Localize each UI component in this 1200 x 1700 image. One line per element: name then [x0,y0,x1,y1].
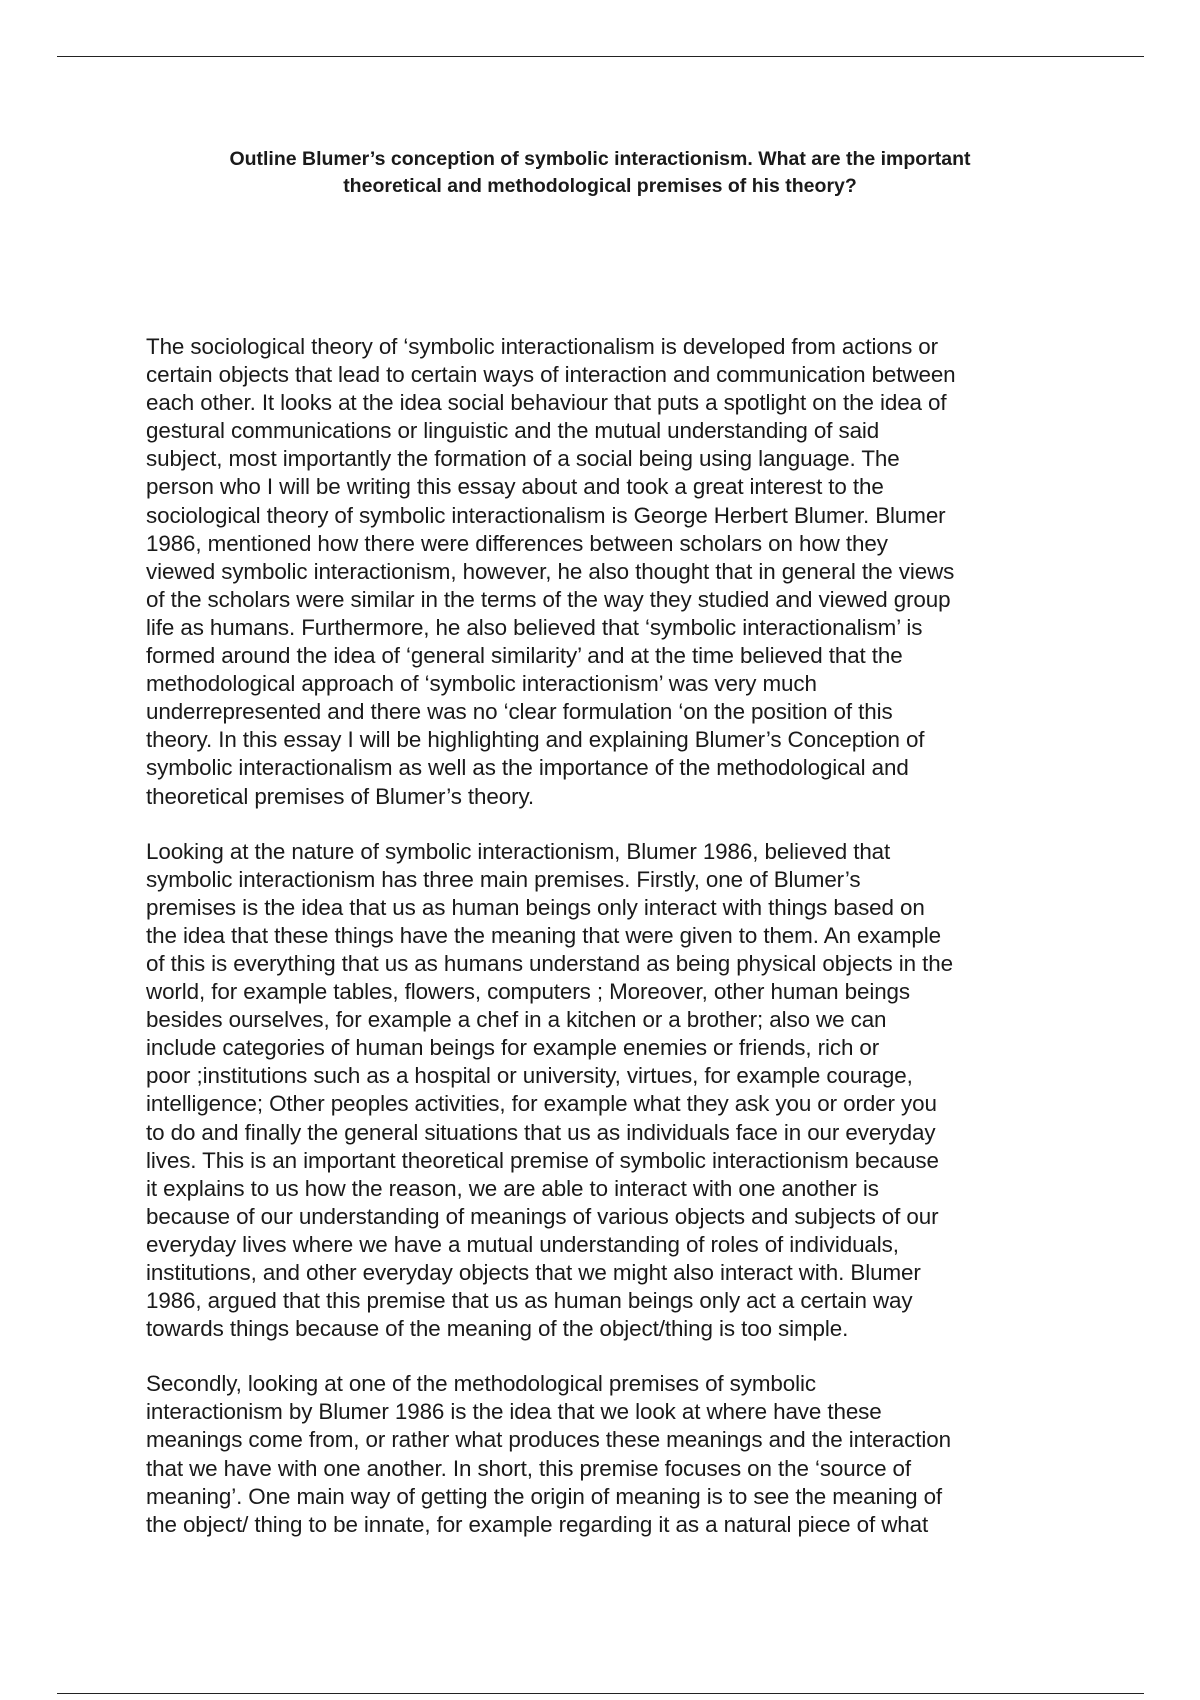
text-line: meanings come from, or rather what produces these meanings and the interaction [146,1427,951,1453]
text-line: besides ourselves, for example a chef in a kitchen or a brother; also we can [146,1007,887,1033]
text-line: symbolic interactionism has three main premises. Firstly, one of Blumer’s [146,866,861,892]
text-line: of the scholars were similar in the terms of the way they studied and viewed group [146,586,951,612]
text-line: theoretical premises of Blumer’s theory. [146,783,534,809]
text-line: gestural communications or linguistic and the mutual understanding of said [146,418,880,444]
text-line: sociological theory of symbolic interactionalism is George Herbert Blumer. Blumer [146,502,946,528]
text-line: subject, most importantly the formation of a social being using language. The [146,446,900,472]
text-line: towards things because of the meaning of the object/thing is too simple. [146,1316,849,1342]
text-line: intelligence; Other peoples activities, for example what they ask you or order you [146,1091,937,1117]
text-line: Secondly, looking at one of the methodological premises of symbolic [146,1371,816,1397]
text-line: lives. This is an important theoretical premise of symbolic interactionism because [146,1147,939,1173]
text-line: 1986, mentioned how there were differences between scholars on how they [146,530,888,556]
title-line: theoretical and methodological premises of his theory? [343,175,857,197]
text-line: it explains to us how the reason, we are able to interact with one another is [146,1175,879,1201]
paragraph-3 [146,1370,1066,1539]
essay-title [140,146,1060,200]
text-line: formed around the idea of ‘general similarity’ and at the time believed that the [146,643,903,669]
text-line: underrepresented and there was no ‘clear formulation ‘on the position of this [146,699,893,725]
paragraph-2 [146,838,1066,1344]
text-line: symbolic interactionalism as well as the importance of the methodological and [146,755,909,781]
text-line: The sociological theory of ‘symbolic interactionalism is developed from actions or [146,334,939,359]
text-line: certain objects that lead to certain ways of interaction and communication between [146,362,956,388]
paragraph-1 [146,333,1066,811]
text-line: world, for example tables, flowers, computers ; Moreover, other human beings [146,979,910,1005]
text-line: poor ;institutions such as a hospital or university, virtues, for example courage, [146,1063,913,1089]
text-line: the object/ thing to be innate, for example regarding it as a natural piece of what [146,1511,929,1537]
text-line: because of our understanding of meanings of various objects and subjects of our [146,1203,939,1229]
essay-body [146,333,1066,1566]
text-line: person who I will be writing this essay about and took a great interest to the [146,474,884,500]
text-line: to do and finally the general situations that us as individuals face in our everyday [146,1119,936,1145]
text-line: methodological approach of ‘symbolic interactionism’ was very much [146,671,817,697]
text-line: each other. It looks at the idea social behaviour that puts a spotlight on the idea of [146,390,947,416]
top-rule [57,56,1144,57]
text-line: meaning’. One main way of getting the origin of meaning is to see the meaning of [146,1483,943,1509]
text-line: 1986, argued that this premise that us as human beings only act a certain way [146,1288,913,1314]
text-line: of this is everything that us as humans understand as being physical objects in the [146,950,953,976]
text-line: premises is the idea that us as human beings only interact with things based on [146,894,925,920]
text-line: that we have with one another. In short, this premise focuses on the ‘source of [146,1455,912,1481]
bottom-rule [57,1693,1144,1694]
text-line: interactionism by Blumer 1986 is the idea that we look at where have these [146,1399,882,1425]
text-line: include categories of human beings for example enemies or friends, rich or [146,1035,880,1061]
title-line: Outline Blumer’s conception of symbolic interactionism. What are the important [229,148,971,170]
text-line: life as humans. Furthermore, he also believed that ‘symbolic interactionalism’ is [146,614,923,640]
text-line: the idea that these things have the meaning that were given to them. An example [146,922,941,948]
text-line: viewed symbolic interactionism, however, he also thought that in general the views [146,558,955,584]
text-line: everyday lives where we have a mutual understanding of roles of individuals, [146,1231,899,1257]
text-line: theory. In this essay I will be highlighting and explaining Blumer’s Conception of [146,727,925,753]
text-line: institutions, and other everyday objects that we might also interact with. Blumer [146,1260,921,1285]
text-line: Looking at the nature of symbolic interactionism, Blumer 1986, believed that [146,838,891,864]
